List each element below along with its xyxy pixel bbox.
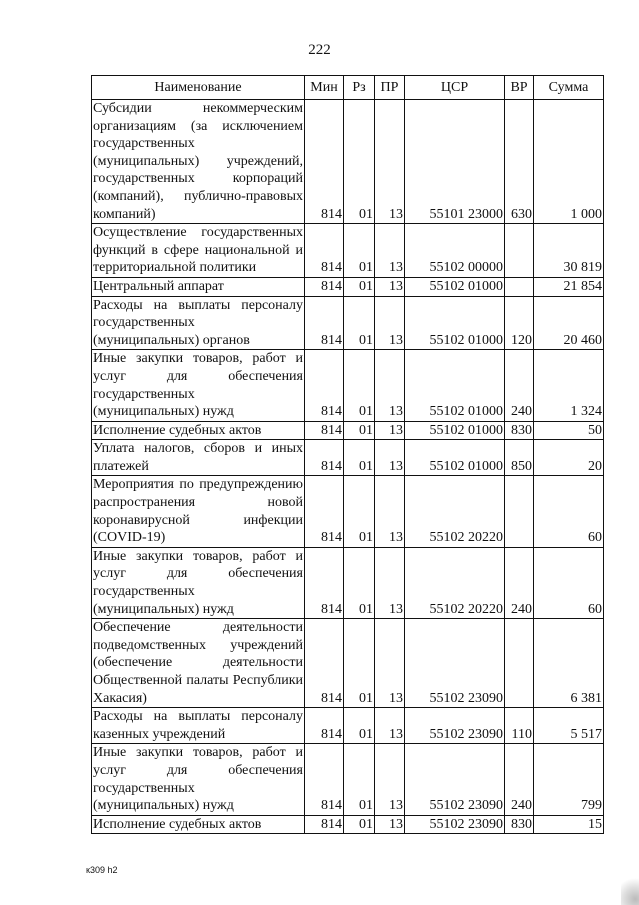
row-sum: 15 <box>534 815 604 834</box>
row-name: Исполнение судебных актов <box>92 815 305 834</box>
row-rz: 01 <box>344 476 375 547</box>
table-row <box>92 815 604 834</box>
row-pr: 13 <box>375 440 405 476</box>
table-row <box>92 619 604 708</box>
table-row <box>92 224 604 278</box>
row-rz: 01 <box>344 547 375 618</box>
row-name: Осуществление государственных функций в сфере национальной и территориальной политики <box>92 224 305 278</box>
row-csr: 55102 00000 <box>405 224 505 278</box>
table-row <box>92 547 604 618</box>
table-header-row <box>92 76 604 100</box>
row-pr: 13 <box>375 744 405 815</box>
row-rz: 01 <box>344 277 375 296</box>
row-sum: 5 517 <box>534 708 604 744</box>
header-min: Мин <box>305 76 344 100</box>
row-csr: 55102 01000 <box>405 277 505 296</box>
table-row <box>92 277 604 296</box>
row-min: 814 <box>305 476 344 547</box>
row-sum: 6 381 <box>534 619 604 708</box>
header-vr: ВР <box>505 76 534 100</box>
row-rz: 01 <box>344 100 375 224</box>
row-pr: 13 <box>375 547 405 618</box>
row-pr: 13 <box>375 815 405 834</box>
header-pr: ПР <box>375 76 405 100</box>
row-csr: 55102 01000 <box>405 350 505 421</box>
table-row <box>92 100 604 224</box>
row-vr: 240 <box>505 547 534 618</box>
row-csr: 55102 23090 <box>405 815 505 834</box>
row-name: Исполнение судебных актов <box>92 421 305 440</box>
row-min: 814 <box>305 815 344 834</box>
row-rz: 01 <box>344 350 375 421</box>
page-number: 222 <box>308 42 331 58</box>
row-min: 814 <box>305 440 344 476</box>
row-min: 814 <box>305 224 344 278</box>
table-row <box>92 350 604 421</box>
row-csr: 55102 23090 <box>405 744 505 815</box>
row-vr: 110 <box>505 708 534 744</box>
row-rz: 01 <box>344 224 375 278</box>
row-min: 814 <box>305 744 344 815</box>
row-vr: 830 <box>505 421 534 440</box>
budget-table <box>91 75 604 834</box>
row-sum: 1 324 <box>534 350 604 421</box>
row-vr: 850 <box>505 440 534 476</box>
row-vr <box>505 476 534 547</box>
row-rz: 01 <box>344 440 375 476</box>
row-rz: 01 <box>344 744 375 815</box>
row-vr: 240 <box>505 744 534 815</box>
row-min: 814 <box>305 277 344 296</box>
row-name: Уплата налогов, сборов и иных платежей <box>92 440 305 476</box>
row-rz: 01 <box>344 421 375 440</box>
header-sum: Сумма <box>534 76 604 100</box>
table-row <box>92 744 604 815</box>
row-csr: 55102 01000 <box>405 296 505 350</box>
row-sum: 60 <box>534 547 604 618</box>
row-pr: 13 <box>375 476 405 547</box>
row-vr: 630 <box>505 100 534 224</box>
row-min: 814 <box>305 547 344 618</box>
row-name: Центральный аппарат <box>92 277 305 296</box>
row-vr: 240 <box>505 350 534 421</box>
table-row <box>92 708 604 744</box>
row-csr: 55102 20220 <box>405 476 505 547</box>
row-name: Расходы на выплаты персоналу казенных учреждений <box>92 708 305 744</box>
row-sum: 20 460 <box>534 296 604 350</box>
row-csr: 55102 23090 <box>405 708 505 744</box>
table-body <box>92 100 604 834</box>
row-rz: 01 <box>344 815 375 834</box>
row-sum: 60 <box>534 476 604 547</box>
row-vr: 120 <box>505 296 534 350</box>
row-name: Иные закупки товаров, работ и услуг для обеспечения государственных (муниципальных) нужд <box>92 744 305 815</box>
row-name: Иные закупки товаров, работ и услуг для обеспечения государственных (муниципальных) нужд <box>92 350 305 421</box>
row-min: 814 <box>305 350 344 421</box>
row-pr: 13 <box>375 350 405 421</box>
row-min: 814 <box>305 708 344 744</box>
row-sum: 30 819 <box>534 224 604 278</box>
row-sum: 1 000 <box>534 100 604 224</box>
table-row <box>92 476 604 547</box>
row-name: Иные закупки товаров, работ и услуг для обеспечения государственных (муниципальных) нужд <box>92 547 305 618</box>
row-name: Обеспечение деятельности подведомственных учреждений (обеспечение деятельности Общественной палаты Республики Хакасия) <box>92 619 305 708</box>
header-name: Наименование <box>92 76 305 100</box>
row-csr: 55101 23000 <box>405 100 505 224</box>
row-sum: 799 <box>534 744 604 815</box>
row-pr: 13 <box>375 619 405 708</box>
table-row <box>92 296 604 350</box>
row-min: 814 <box>305 619 344 708</box>
row-pr: 13 <box>375 296 405 350</box>
row-sum: 50 <box>534 421 604 440</box>
row-name: Мероприятия по предупреждению распространения новой коронавирусной инфекции (COVID-19) <box>92 476 305 547</box>
row-csr: 55102 20220 <box>405 547 505 618</box>
header-csr: ЦСР <box>405 76 505 100</box>
row-csr: 55102 23090 <box>405 619 505 708</box>
row-pr: 13 <box>375 100 405 224</box>
footer-code: к309 h2 <box>86 865 118 875</box>
row-vr <box>505 619 534 708</box>
table-row <box>92 421 604 440</box>
row-pr: 13 <box>375 708 405 744</box>
row-name: Субсидии некоммерческим организациям (за исключением государственных (муниципальных) учреждений, государственных корпораций (компаний), публично-правовых компаний) <box>92 100 305 224</box>
row-rz: 01 <box>344 619 375 708</box>
row-rz: 01 <box>344 708 375 744</box>
row-vr: 830 <box>505 815 534 834</box>
header-rz: Рз <box>344 76 375 100</box>
row-pr: 13 <box>375 421 405 440</box>
row-pr: 13 <box>375 224 405 278</box>
row-min: 814 <box>305 421 344 440</box>
row-csr: 55102 01000 <box>405 440 505 476</box>
row-min: 814 <box>305 100 344 224</box>
row-vr <box>505 277 534 296</box>
table-row <box>92 440 604 476</box>
row-name: Расходы на выплаты персоналу государственных (муниципальных) органов <box>92 296 305 350</box>
row-rz: 01 <box>344 296 375 350</box>
row-sum: 21 854 <box>534 277 604 296</box>
row-min: 814 <box>305 296 344 350</box>
row-vr <box>505 224 534 278</box>
row-sum: 20 <box>534 440 604 476</box>
row-csr: 55102 01000 <box>405 421 505 440</box>
row-pr: 13 <box>375 277 405 296</box>
scan-artifact <box>621 875 639 905</box>
